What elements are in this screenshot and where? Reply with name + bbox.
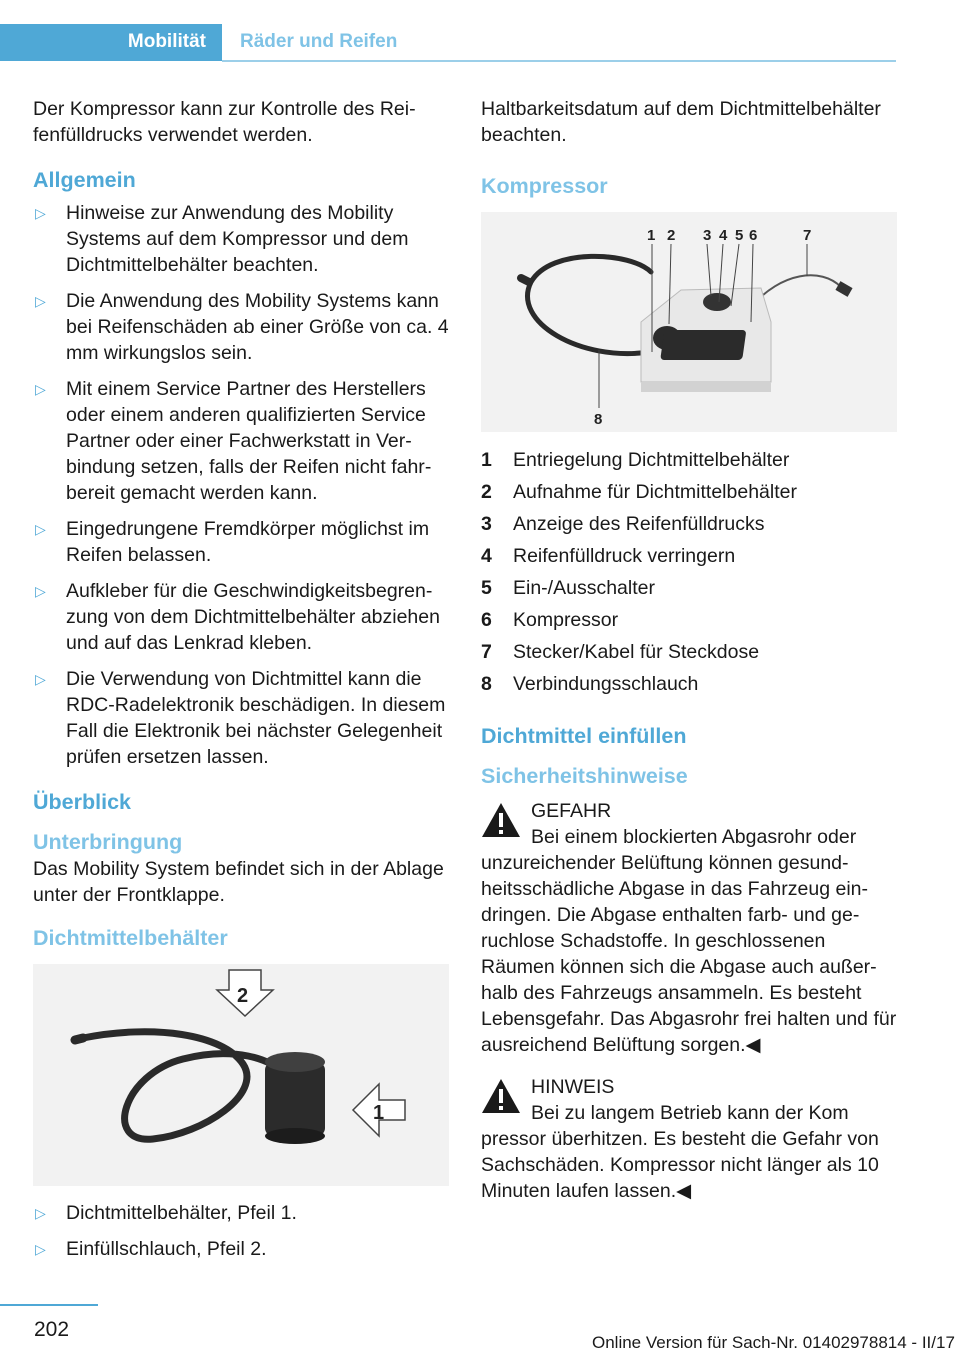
heading-dichtmittelbehaelter: Dichtmittelbehälter (33, 926, 228, 950)
arrow-label-1: 1 (373, 1102, 385, 1124)
heading-unterbringung: Unterbringung (33, 830, 183, 854)
legend-item: 3 Anzeige des Reifenfülldrucks (481, 513, 765, 535)
danger-first-line: Bei einem blockierten Abgasrohr oder (531, 826, 857, 848)
general-notes-list (33, 200, 449, 770)
legend-item: 2 Aufnahme für Dichtmittelbehälter (481, 481, 797, 503)
list-item: ▷ Einfüllschlauch, Pfeil 2. (35, 1238, 267, 1260)
left-column (33, 96, 449, 1272)
callout-4: 4 (719, 227, 728, 244)
page-number: 202 (34, 1318, 70, 1341)
legend-item: 6 Kompressor (481, 609, 619, 631)
triangle-bullet-icon: ▷ (35, 583, 46, 599)
figure-legend-list (33, 1200, 449, 1262)
heading-allgemein: Allgemein (33, 168, 136, 192)
triangle-bullet-icon: ▷ (35, 1241, 46, 1257)
online-version-note: Online Version für Sach-Nr. 01402978814 - II/17 (592, 1333, 955, 1352)
right-column (481, 96, 897, 1204)
callout-1: 1 (647, 227, 656, 244)
triangle-bullet-icon: ▷ (35, 205, 46, 221)
shelf-life-paragraph: Haltbarkeitsdatum auf dem Dichtmittelbehälter beachten. (481, 98, 881, 146)
triangle-bullet-icon: ▷ (35, 521, 46, 537)
heading-kompressor: Kompressor (481, 174, 608, 198)
list-item: ▷ Eingedrungene Fremdkörper möglichst im Reifen belassen. (35, 518, 430, 566)
list-item: ▷ Die Anwendung des Mobility Systems kann bei Reifenschäden ab einer Größe von ca. 4 mm wirkungslos sein. (35, 290, 449, 364)
triangle-bullet-icon: ▷ (35, 381, 46, 397)
caution-title: HINWEIS (531, 1076, 615, 1098)
callout-6: 6 (749, 227, 758, 244)
list-item: ▷ Hinweise zur Anwendung des Mobility Systems auf dem Kompressor und dem Dichtmittelbehälter beachten. (35, 202, 409, 276)
legend-item: 8 Verbindungsschlauch (481, 673, 699, 695)
storage-paragraph: Das Mobility System befindet sich in der Ablage unter der Frontklappe. (33, 858, 444, 906)
list-item: ▷ Dichtmittelbehälter, Pfeil 1. (35, 1202, 297, 1224)
compressor-illustration (481, 212, 895, 432)
danger-title: GEFAHR (531, 800, 612, 822)
header-rule (222, 60, 896, 62)
callout-3: 3 (703, 227, 712, 244)
sealant-container-figure (33, 964, 449, 1186)
warning-triangle-icon (481, 1078, 521, 1114)
callout-8: 8 (594, 411, 603, 428)
triangle-bullet-icon: ▷ (35, 671, 46, 687)
legend-item: 7 Stecker/Kabel für Steckdose (481, 641, 760, 663)
heading-sicherheitshinweise: Sicherheitshinweise (481, 764, 688, 788)
intro-paragraph: Der Kompressor kann zur Kontrolle des Reifenfülldrucks verwendet werden. (33, 98, 416, 146)
triangle-bullet-icon: ▷ (35, 293, 46, 309)
list-item: ▷ Die Verwendung von Dichtmittel kann die RDC-Radelektronik beschädigen. In diesem Fall die Elektronik bei nächster Gelegenheit prüfen ersetzen lassen. (35, 668, 446, 768)
sealant-container-illustration (33, 964, 449, 1186)
caution-first-line: Bei zu langem Betrieb kann der Kom (531, 1102, 849, 1124)
footer-rule (0, 1304, 98, 1306)
heading-dichtmittel-einfuellen: Dichtmittel einfüllen (481, 724, 687, 748)
caution-text: pressor überhitzen. Es besteht die Gefahr von Sachschäden. Kompressor nicht länger als 10 Minuten laufen lassen.◀ (481, 1128, 879, 1202)
compressor-figure (481, 212, 897, 432)
arrow-label-2: 2 (237, 985, 249, 1007)
callout-5: 5 (735, 227, 744, 244)
legend-item: 4 Reifenfülldruck verringern (481, 545, 736, 567)
section-tab (0, 24, 222, 61)
danger-text: unzureichender Belüftung können gesundheitsschädliche Abgase in das Fahrzeug eindringen. Die Abgase enthalten farb- und geruchlose Schadstoffe. In geschlossenen Räumen können sich die Abgase auch außerhalb des Fahrzeugs ansammeln. Es besteht Lebensgefahr. Das Abgasrohr frei halten und für ausreichend Belüftung sorgen.◀ (481, 852, 897, 1056)
legend-item: 5 Ein-/Ausschalter (481, 577, 655, 599)
section-title: Mobilität (127, 31, 206, 52)
callout-7: 7 (803, 227, 812, 244)
list-item: ▷ Aufkleber für die Geschwindigkeitsbegrenzung von dem Dichtmittelbehälter abziehen und auf das Lenkrad kleben. (35, 580, 440, 654)
warning-triangle-icon (481, 802, 521, 838)
callout-2: 2 (667, 227, 676, 244)
triangle-bullet-icon: ▷ (35, 1205, 46, 1221)
subsection-title: Räder und Reifen (240, 31, 398, 52)
legend-item: 1 Entriegelung Dichtmittelbehälter (481, 449, 790, 471)
caution-notice (481, 1074, 897, 1204)
compressor-legend (481, 444, 897, 700)
danger-notice (481, 798, 897, 1058)
list-item: ▷ Mit einem Service Partner des Herstellers oder einem anderen qualifizierten Service Partner oder einer Fachwerkstatt in Verbindung setzen, falls der Reifen nicht fahrbereit gemacht werden kann. (35, 378, 432, 504)
heading-ueberblick: Überblick (33, 790, 131, 814)
